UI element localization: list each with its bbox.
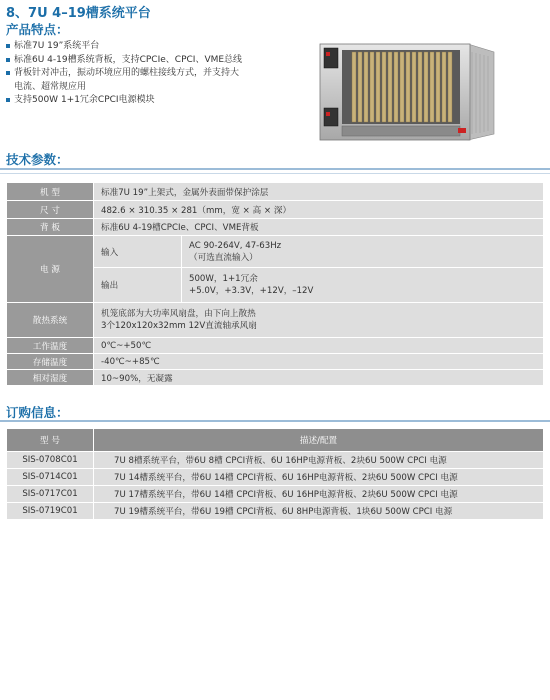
- spec-label: 尺 寸: [7, 201, 94, 219]
- spec-row-model: [7, 183, 544, 201]
- specs-table: [6, 182, 544, 386]
- feature-text: 支持500W 1+1冗余CPCI电源模块: [14, 95, 155, 105]
- spec-label: 存储温度: [7, 354, 94, 370]
- spec-row-power-input: [7, 236, 544, 268]
- feature-text-continued: 电流、超常规应用: [14, 81, 87, 92]
- order-header-row: [7, 429, 544, 452]
- spec-value: 482.6 × 310.35 × 281（mm，宽 × 高 × 深）: [94, 201, 544, 219]
- order-desc: 7U 14槽系统平台，带6U 14槽 CPCI背板、6U 16HP电源背板、2块6U 500W CPCI 电源: [94, 469, 544, 486]
- feature-item: [6, 40, 306, 54]
- spec-row-storage-temp: [7, 354, 544, 370]
- order-model: SIS-0714C01: [7, 469, 94, 486]
- order-col-model: 型 号: [7, 429, 94, 452]
- spec-value: 10~90%，无凝露: [94, 370, 544, 386]
- table-row: [7, 452, 544, 469]
- spec-label: 背 板: [7, 219, 94, 236]
- spec-label: 电 源: [7, 236, 94, 303]
- power-input-line: AC 90-264V, 47-63Hz: [189, 240, 282, 251]
- spec-value: [182, 236, 544, 268]
- order-model: SIS-0717C01: [7, 486, 94, 503]
- table-row: [7, 486, 544, 503]
- order-heading: 订购信息：: [6, 405, 69, 420]
- order-col-desc: 描述/配置: [94, 429, 544, 452]
- chassis-image: [318, 38, 498, 142]
- specs-heading: 技术参数：: [6, 152, 69, 167]
- power-output-line: 500W，1+1冗余: [189, 274, 258, 284]
- order-table: [6, 428, 544, 520]
- power-output-line: +5.0V，+3.3V，+12V，–12V: [189, 286, 314, 296]
- cooling-line: 机笼底部为大功率风扇盘，由下向上散热: [101, 309, 256, 319]
- order-desc: 7U 19槽系统平台，带6U 19槽 CPCI背板、6U 8HP电源背板、1块6U 500W CPCI 电源: [94, 503, 544, 520]
- power-input-line: （可选直流输入）: [189, 252, 258, 263]
- feature-text: 背板针对冲击，振动环境应用的螺柱接线方式，并支持大: [14, 68, 240, 78]
- cooling-line: 3个120x120x32mm 12V直流轴承风扇: [101, 321, 257, 331]
- order-model: SIS-0719C01: [7, 503, 94, 520]
- spec-row-op-temp: [7, 338, 544, 354]
- spec-row-cooling: [7, 303, 544, 338]
- spec-row-size: [7, 201, 544, 219]
- spec-value: -40℃~+85℃: [94, 354, 544, 370]
- spec-row-humidity: [7, 370, 544, 386]
- feature-text: 标准6U 4-19槽系统背板，支持CPCIe、CPCI、VME总线: [14, 54, 243, 65]
- page-title: 8、7U 4–19槽系统平台: [6, 6, 151, 21]
- spec-value: 标准7U 19”上架式，金属外表面带保护涂层: [94, 183, 544, 201]
- spec-label: 工作温度: [7, 338, 94, 354]
- feature-text: 标准7U 19”系统平台: [14, 41, 100, 51]
- spec-sublabel: 输入: [94, 236, 182, 268]
- features-list: [6, 40, 306, 108]
- divider: [0, 420, 550, 422]
- table-row: [7, 503, 544, 520]
- spec-value: 0℃~+50℃: [94, 338, 544, 354]
- table-row: [7, 469, 544, 486]
- spec-label: 相对湿度: [7, 370, 94, 386]
- feature-item: [6, 94, 306, 108]
- divider: [0, 168, 550, 170]
- order-desc: 7U 8槽系统平台，带6U 8槽 CPCI背板、6U 16HP电源背板、2块6U 500W CPCI 电源: [94, 452, 544, 469]
- divider: [0, 173, 550, 174]
- feature-item: [6, 67, 306, 94]
- spec-sublabel: 输出: [94, 268, 182, 303]
- order-desc: 7U 17槽系统平台，带6U 14槽 CPCI背板、6U 16HP电源背板、2块6U 500W CPCI 电源: [94, 486, 544, 503]
- order-model: SIS-0708C01: [7, 452, 94, 469]
- spec-value: [182, 268, 544, 303]
- spec-row-backplane: [7, 219, 544, 236]
- spec-value: [94, 303, 544, 338]
- features-heading: 产品特点：: [6, 22, 69, 37]
- spec-value: 标准6U 4-19槽CPCIe、CPCI、VME背板: [94, 219, 544, 236]
- spec-label: 散热系统: [7, 303, 94, 338]
- feature-item: [6, 54, 306, 68]
- spec-label: 机 型: [7, 183, 94, 201]
